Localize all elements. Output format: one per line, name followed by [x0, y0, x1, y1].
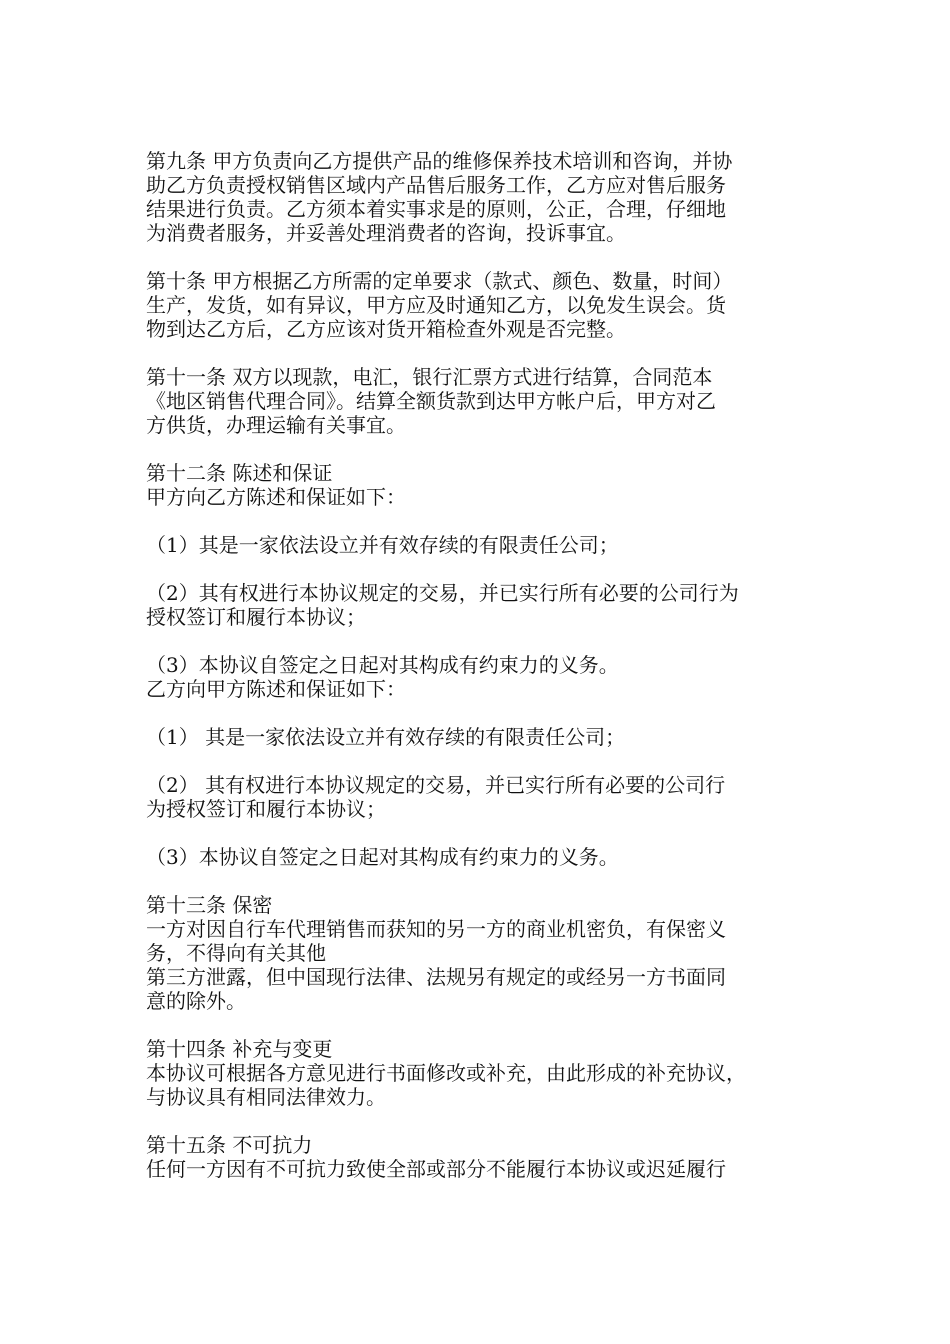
clause-14: [146, 1037, 846, 1109]
party-b-item-1: [146, 725, 846, 749]
clause-9: [146, 149, 846, 245]
clause-12: [146, 461, 846, 509]
text-line: 意的除外。: [146, 989, 246, 1013]
text-line: 第十条 甲方根据乙方所需的定单要求（款式、颜色、数量，时间）: [146, 269, 733, 293]
party-a-item-1: [146, 533, 846, 557]
text-line: 第十一条 双方以现款，电汇，银行汇票方式进行结算，合同范本: [146, 365, 713, 389]
paragraph-gap: [146, 437, 846, 461]
text-line: 第九条 甲方负责向乙方提供产品的维修保养技术培训和咨询，并协: [146, 149, 733, 173]
clause-heading: 第十四条 补充与变更: [146, 1037, 333, 1061]
clause-15: [146, 1133, 846, 1181]
clause-13: [146, 893, 846, 1013]
paragraph-gap: [146, 749, 846, 773]
text-line: 与协议具有相同法律效力。: [146, 1085, 386, 1109]
text-line: （3）本协议自签定之日起对其构成有约束力的义务。: [146, 845, 619, 869]
text-line: （2）其有权进行本协议规定的交易，并已实行所有必要的公司行为: [146, 581, 739, 605]
text-line: 方供货，办理运输有关事宜。: [146, 413, 406, 437]
paragraph-gap: [146, 245, 846, 269]
clause-11: [146, 365, 846, 437]
party-b-item-3: [146, 845, 846, 869]
text-line: 甲方向乙方陈述和保证如下：: [146, 485, 406, 509]
paragraph-gap: [146, 821, 846, 845]
paragraph-gap: [146, 509, 846, 533]
text-line: （1）其是一家依法设立并有效存续的有限责任公司；: [146, 533, 619, 557]
text-line: 第三方泄露，但中国现行法律、法规另有规定的或经另一方书面同: [146, 965, 726, 989]
paragraph-gap: [146, 1013, 846, 1037]
text-line: 本协议可根据各方意见进行书面修改或补充，由此形成的补充协议，: [146, 1061, 746, 1085]
text-line: 任何一方因有不可抗力致使全部或部分不能履行本协议或迟延履行: [146, 1157, 726, 1181]
text-line: 结果进行负责。乙方须本着实事求是的原则，公正，合理，仔细地: [146, 197, 726, 221]
text-line: 为授权签订和履行本协议；: [146, 797, 386, 821]
paragraph-gap: [146, 629, 846, 653]
paragraph-gap: [146, 341, 846, 365]
text-line: 为消费者服务，并妥善处理消费者的咨询，投诉事宜。: [146, 221, 626, 245]
clause-heading: 第十二条 陈述和保证: [146, 461, 333, 485]
document-body: [146, 149, 846, 1181]
party-b-item-2: [146, 773, 846, 821]
text-line: （1） 其是一家依法设立并有效存续的有限责任公司；: [146, 725, 626, 749]
text-line: 一方对因自行车代理销售而获知的另一方的商业机密负，有保密义: [146, 917, 726, 941]
party-a-item-3: [146, 653, 846, 701]
text-line: 生产，发货，如有异议，甲方应及时通知乙方，以免发生误会。货: [146, 293, 726, 317]
paragraph-gap: [146, 869, 846, 893]
clause-heading: 第十五条 不可抗力: [146, 1133, 313, 1157]
text-line: 乙方向甲方陈述和保证如下：: [146, 677, 406, 701]
party-a-item-2: [146, 581, 846, 629]
text-line: （2） 其有权进行本协议规定的交易，并已实行所有必要的公司行: [146, 773, 726, 797]
text-line: （3）本协议自签定之日起对其构成有约束力的义务。: [146, 653, 619, 677]
text-line: 助乙方负责授权销售区域内产品售后服务工作，乙方应对售后服务: [146, 173, 726, 197]
text-line: 《地区销售代理合同》。结算全额货款到达甲方帐户后，甲方对乙: [146, 389, 716, 413]
paragraph-gap: [146, 1109, 846, 1133]
paragraph-gap: [146, 557, 846, 581]
text-line: 授权签订和履行本协议；: [146, 605, 366, 629]
paragraph-gap: [146, 701, 846, 725]
clause-heading: 第十三条 保密: [146, 893, 273, 917]
text-line: 务，不得向有关其他: [146, 941, 326, 965]
text-line: 物到达乙方后，乙方应该对货开箱检查外观是否完整。: [146, 317, 626, 341]
clause-10: [146, 269, 846, 341]
